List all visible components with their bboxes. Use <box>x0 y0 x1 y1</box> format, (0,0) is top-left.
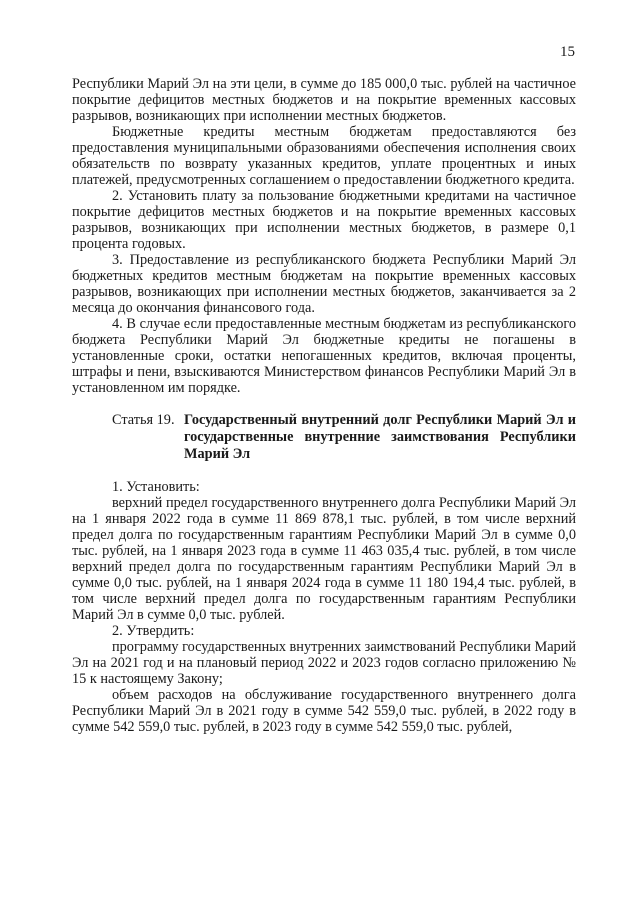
article-label: Статья 19. <box>112 412 175 428</box>
paragraph: 3. Предоставление из республиканского бюджета Республики Марий Эл бюджетных кредитов местным бюджетам на покрытие временных кассовых разрывов, возникающих при исполнении местных бюджетов, заканчивается за 2 месяца до окончания финансового года. <box>72 252 576 316</box>
paragraph: 2. Установить плату за пользование бюджетными кредитами на частичное покрытие дефицитов местных бюджетов и на покрытие временных кассовых разрывов, возникающих при исполнении местных бюджетов, в размере 0,1 процента годовых. <box>72 188 576 252</box>
paragraph: 1. Установить: <box>112 479 200 495</box>
paragraph: Республики Марий Эл на эти цели, в сумме до 185 000,0 тыс. рублей на частичное покрытие дефицитов местных бюджетов и на покрытие временных кассовых разрывов, возникающих при исполнении местных бюджетов. <box>72 76 576 124</box>
page-number: 15 <box>560 44 575 60</box>
article-title: Государственный внутренний долг Республики Марий Эл и государственные внутренние заимствования Республики Марий Эл <box>184 412 576 462</box>
paragraph: Бюджетные кредиты местным бюджетам предоставляются без предоставления муниципальными образованиями обеспечения исполнения своих обязательств по возврату указанных кредитов, уплате процентных и иных платежей, предусмотренных соглашением о предоставлении бюджетного кредита. <box>72 124 576 188</box>
paragraph: верхний предел государственного внутреннего долга Республики Марий Эл на 1 января 2022 года в сумме 11 869 878,1 тыс. рублей, в том числе верхний предел долга по государственным гарантиям Республики Марий Эл в сумме 0,0 тыс. рублей, на 1 января 2023 года в сумме 11 463 035,4 тыс. рублей, в том числе верхний предел долга по государственным гарантиям Республики Марий Эл в сумме 0,0 тыс. рублей, на 1 января 2024 года в сумме 11 180 194,4 тыс. рублей, в том числе верхний предел долга по государственным гарантиям Республики Марий Эл в сумме 0,0 тыс. рублей. <box>72 495 576 623</box>
paragraph: программу государственных внутренних заимствований Республики Марий Эл на 2021 год и на плановый период 2022 и 2023 годов согласно приложению № 15 к настоящему Закону; <box>72 639 577 687</box>
article-heading <box>72 412 576 463</box>
paragraph: 2. Утвердить: <box>112 623 195 639</box>
paragraph: 4. В случае если предоставленные местным бюджетам из республиканского бюджета Республики Марий Эл бюджетные кредиты не погашены в установленные сроки, остатки непогашенных кредитов, включая проценты, штрафы и пени, взыскиваются Министерством финансов Республики Марий Эл в установленном им порядке. <box>72 316 576 396</box>
paragraph: объем расходов на обслуживание государственного внутреннего долга Республики Марий Эл в 2021 году в сумме 542 559,0 тыс. рублей, в 2022 году в сумме 542 559,0 тыс. рублей, в 2023 году в сумме 542 559,0 тыс. рублей, <box>72 687 576 735</box>
document-body <box>72 76 576 735</box>
